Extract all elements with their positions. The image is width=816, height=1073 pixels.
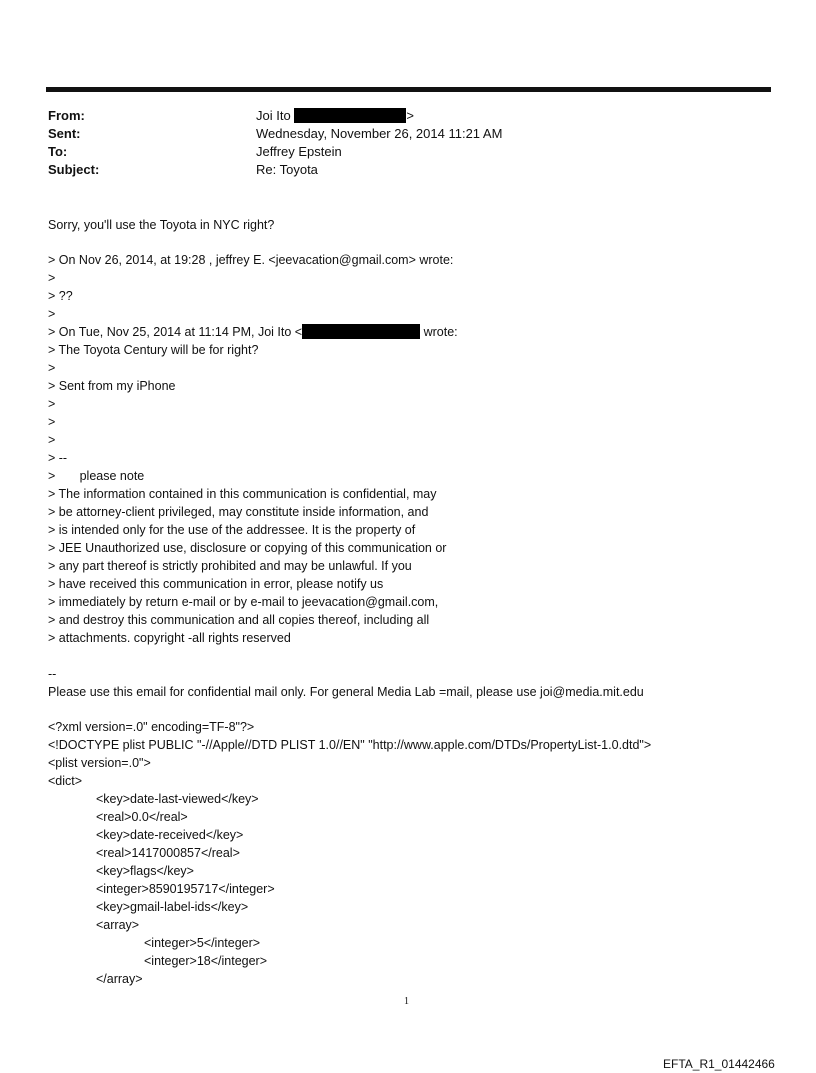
quoted-line: > ?? [48, 289, 73, 303]
disclaimer-line: > immediately by return e-mail or by e-mail to jeevacation@gmail.com, [48, 595, 439, 609]
quoted-line: > [48, 397, 56, 411]
plist-line: <dict> [48, 774, 83, 788]
plist-line: <integer>5</integer> [144, 936, 261, 950]
disclaimer-line: > have received this communication in error, please notify us [48, 577, 384, 591]
plist-line: <real>1417000857</real> [96, 846, 240, 860]
plist-line: <integer>8590195717</integer> [96, 882, 275, 896]
from-value [256, 107, 414, 125]
page-number: 1 [404, 996, 409, 1007]
plist-line: </array> [96, 972, 143, 986]
plist-line: <?xml version=.0" encoding=TF-8"?> [48, 720, 255, 734]
to-value: Jeffrey Epstein [256, 144, 342, 159]
signature-line: Please use this email for confidential mail only. For general Media Lab =mail, please use joi@media.mit.edu [48, 685, 644, 699]
quoted-line: > The Toyota Century will be for right? [48, 343, 259, 357]
disclaimer-line: > The information contained in this communication is confidential, may [48, 487, 437, 501]
plist-line: <key>date-received</key> [96, 828, 244, 842]
quoted-line: > [48, 433, 56, 447]
plist-line: <!DOCTYPE plist PUBLIC "-//Apple//DTD PLIST 1.0//EN" "http://www.apple.com/DTDs/PropertyList-1.0.dtd"> [48, 738, 652, 752]
subject-value: Re: Toyota [256, 162, 318, 177]
plist-line: <array> [96, 918, 140, 932]
quoted-line-redacted [48, 323, 458, 341]
redaction-box [294, 108, 406, 123]
from-name: Joi Ito [256, 108, 291, 123]
plist-line: <key>flags</key> [96, 864, 194, 878]
disclaimer-line: > JEE Unauthorized use, disclosure or copying of this communication or [48, 541, 447, 555]
quoted-line: > [48, 307, 56, 321]
plist-line: <plist version=.0"> [48, 756, 151, 770]
from-suffix: > [406, 108, 414, 123]
quoted-line: > On Nov 26, 2014, at 19:28 , jeffrey E. <jeevacation@gmail.com> wrote: [48, 253, 454, 267]
to-label: To: [48, 144, 68, 159]
plist-line: <integer>18</integer> [144, 954, 268, 968]
signature-separator: -- [48, 667, 57, 681]
disclaimer-line: > any part thereof is strictly prohibited and may be unlawful. If you [48, 559, 412, 573]
header-rule [46, 87, 771, 92]
quoted-line: > Sent from my iPhone [48, 379, 176, 393]
plist-line: <key>date-last-viewed</key> [96, 792, 259, 806]
disclaimer-line: > and destroy this communication and all copies thereof, including all [48, 613, 430, 627]
quoted-line: > [48, 271, 56, 285]
sent-label: Sent: [48, 126, 81, 141]
disclaimer-line: > be attorney-client privileged, may constitute inside information, and [48, 505, 429, 519]
message-line: Sorry, you'll use the Toyota in NYC right? [48, 218, 275, 232]
quoted-text: > On Tue, Nov 25, 2014 at 11:14 PM, Joi Ito < [48, 325, 303, 339]
subject-label: Subject: [48, 162, 100, 177]
plist-line: <real>0.0</real> [96, 810, 188, 824]
quoted-line: > [48, 415, 56, 429]
quoted-line: > -- [48, 451, 68, 465]
disclaimer-line: > is intended only for the use of the addressee. It is the property of [48, 523, 416, 537]
bates-number: EFTA_R1_01442466 [663, 1057, 775, 1071]
disclaimer-line: > attachments. copyright -all rights reserved [48, 631, 291, 645]
from-label: From: [48, 108, 85, 123]
sent-value: Wednesday, November 26, 2014 11:21 AM [256, 126, 503, 141]
redaction-box [302, 324, 420, 339]
quoted-text: wrote: [423, 325, 458, 339]
quoted-line: > please note [48, 469, 145, 483]
quoted-line: > [48, 361, 56, 375]
plist-line: <key>gmail-label-ids</key> [96, 900, 249, 914]
